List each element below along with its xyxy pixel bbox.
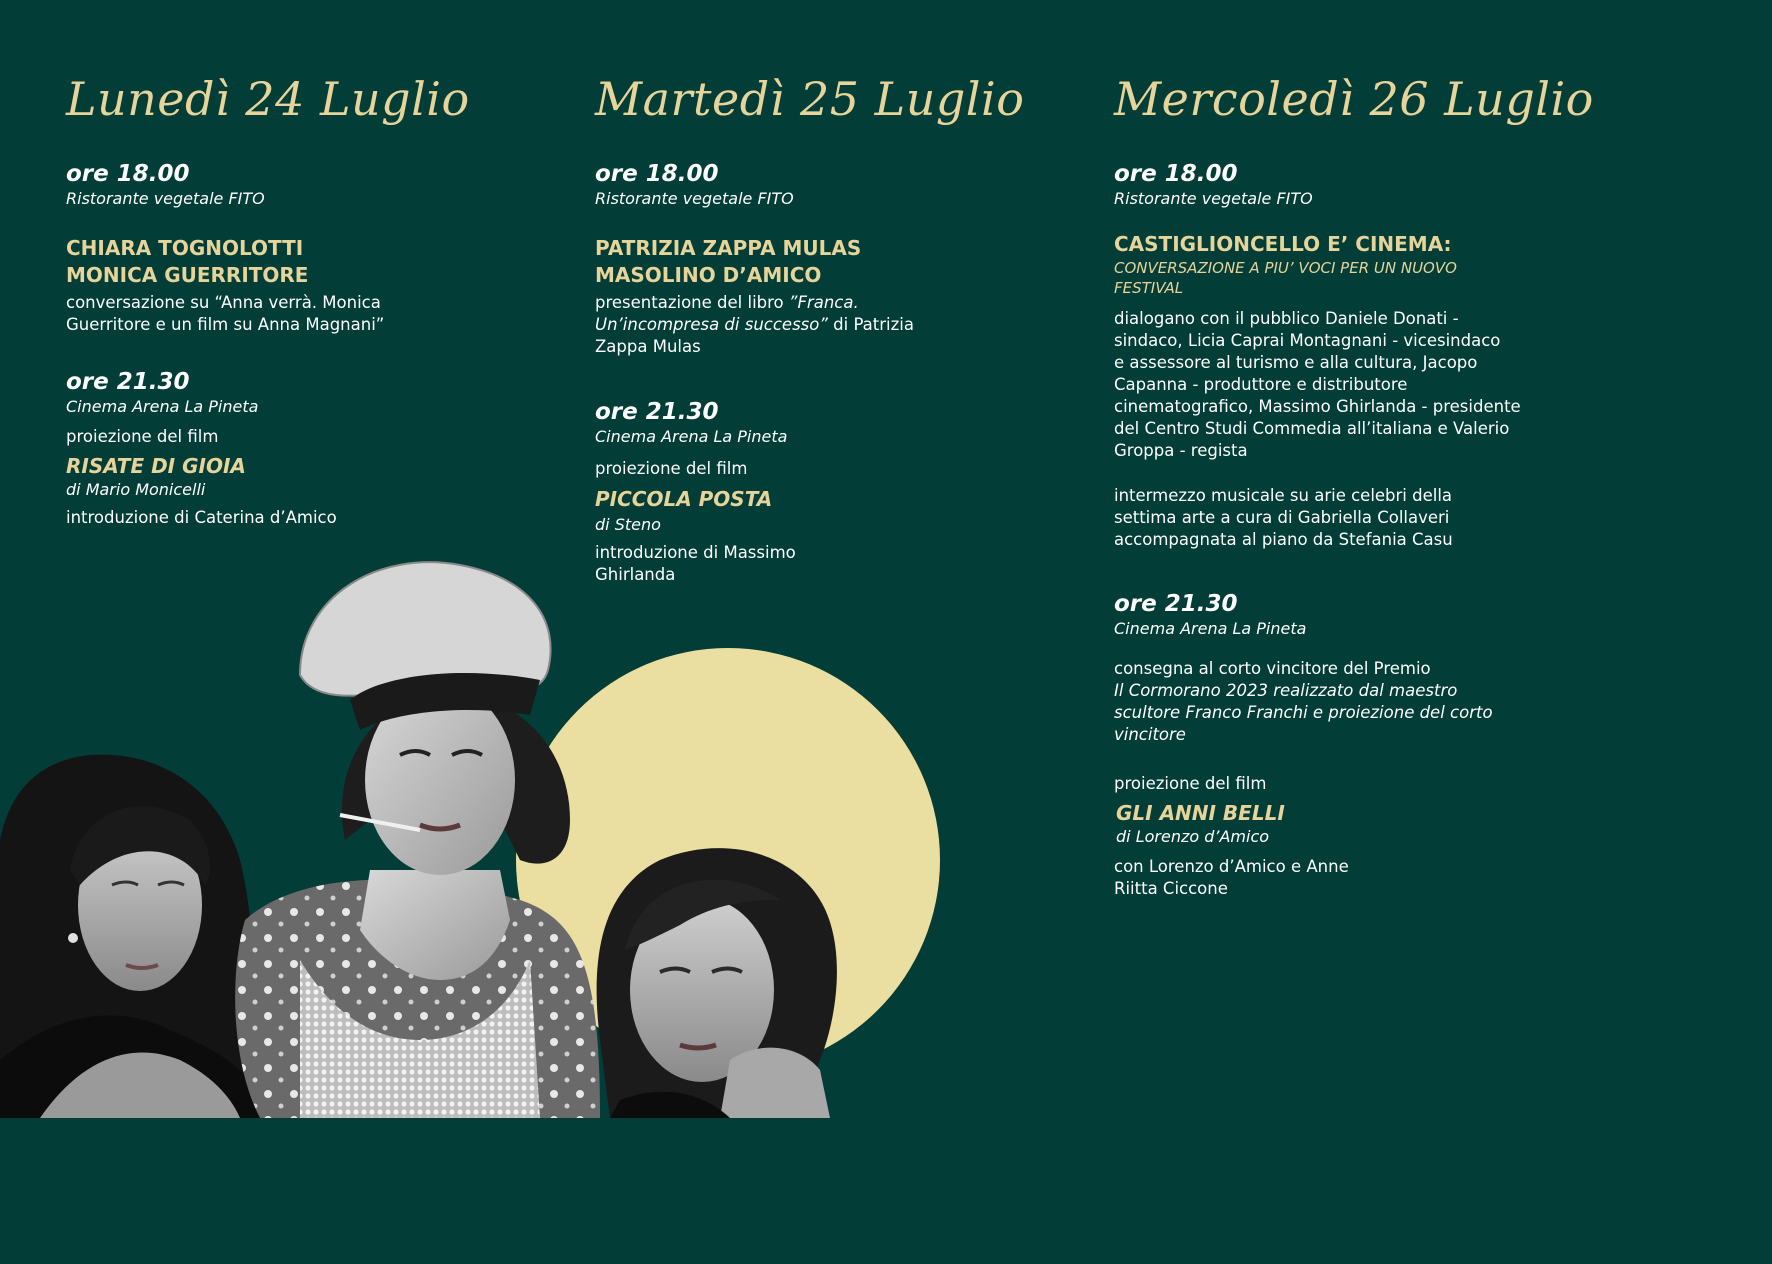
- award-description: [1114, 658, 1544, 746]
- event-afternoon: [595, 160, 1065, 210]
- event-headline: [1114, 231, 1584, 298]
- event-afternoon: [1114, 160, 1584, 210]
- description-line: [1114, 724, 1544, 746]
- film-title: PICCOLA POSTA: [595, 487, 773, 511]
- film-note: [595, 542, 1065, 586]
- guest-name: MONICA GUERRITORE: [66, 263, 309, 287]
- portrait-middle-woman: [235, 562, 600, 1118]
- event-guests: [595, 235, 1065, 289]
- introduction-note: introduzione di Massimo: [595, 543, 796, 562]
- photo-collage: [0, 540, 960, 1118]
- guest-name: CHIARA TOGNOLOTTI: [66, 236, 304, 260]
- film-note: [1114, 856, 1584, 900]
- event-venue: Ristorante vegetale FITO: [1114, 189, 1313, 208]
- event-venue: Cinema Arena La Pineta: [1114, 619, 1307, 638]
- description-line: [595, 292, 1065, 314]
- event-evening: [66, 368, 536, 418]
- description-line: settima arte a cura di Gabriella Collaveri: [1114, 508, 1450, 527]
- film-note: [66, 507, 536, 529]
- description-line: Groppa - regista: [1114, 441, 1248, 460]
- book-title: Un’incompresa di successo”: [595, 315, 828, 334]
- event-evening: [595, 398, 1065, 448]
- film-title-block: [595, 486, 1065, 536]
- description-line: consegna al corto vincitore del Premio: [1114, 659, 1431, 678]
- portrait-left-woman: [0, 755, 280, 1118]
- description-line: intermezzo musicale su arie celebri della: [1114, 486, 1453, 505]
- event-title: CASTIGLIONCELLO E’ CINEMA:: [1114, 232, 1452, 256]
- screening-intro: proiezione del film: [66, 427, 219, 446]
- film-title-block: [66, 453, 536, 501]
- book-title: ”Franca.: [788, 293, 859, 312]
- film-block: [595, 458, 1065, 480]
- film-block: [1114, 773, 1584, 795]
- film-block: [66, 426, 536, 448]
- description-text: presentazione del libro: [595, 293, 789, 312]
- guest-name: PATRIZIA ZAPPA MULAS: [595, 236, 862, 260]
- film-title: GLI ANNI BELLI: [1116, 801, 1285, 825]
- event-time: ore 21.30: [66, 369, 190, 395]
- award-text: vincitore: [1114, 725, 1186, 744]
- event-time: ore 18.00: [1114, 161, 1238, 187]
- event-time: ore 18.00: [595, 161, 719, 187]
- guests-note: con Lorenzo d’Amico e Anne: [1114, 857, 1349, 876]
- event-venue: Ristorante vegetale FITO: [595, 189, 794, 208]
- description-line: cinematografico, Massimo Ghirlanda - presidente: [1114, 397, 1521, 416]
- description-line: [595, 314, 1065, 336]
- event-description: [66, 292, 536, 336]
- event-time: ore 18.00: [66, 161, 190, 187]
- film-director: di Steno: [595, 515, 661, 534]
- introduction-note: introduzione di Caterina d’Amico: [66, 508, 337, 527]
- event-guests: [66, 235, 536, 289]
- event-subtitle: FESTIVAL: [1114, 279, 1184, 297]
- event-time: ore 21.30: [595, 399, 719, 425]
- film-title: RISATE DI GIOIA: [66, 454, 246, 478]
- introduction-note: Ghirlanda: [595, 565, 676, 584]
- description-line: conversazione su “Anna verrà. Monica: [66, 293, 381, 312]
- day-title: Mercoledì 26 Luglio: [1114, 72, 1594, 126]
- screening-intro: proiezione del film: [595, 459, 748, 478]
- film-title-block: [1114, 800, 1584, 848]
- day-title: Martedì 25 Luglio: [595, 72, 1025, 126]
- award-text: scultore Franco Franchi e proiezione del corto: [1114, 703, 1493, 722]
- guest-name: MASOLINO D’AMICO: [595, 263, 822, 287]
- award-text: Il Cormorano 2023 realizzato dal maestro: [1114, 681, 1458, 700]
- screening-intro: proiezione del film: [1114, 774, 1267, 793]
- event-venue: Cinema Arena La Pineta: [66, 397, 259, 416]
- event-afternoon: [66, 160, 536, 210]
- portrait-right-woman: [597, 848, 837, 1118]
- event-subtitle: CONVERSAZIONE A PIU’ VOCI PER UN NUOVO: [1114, 259, 1457, 277]
- event-evening: [1114, 590, 1584, 640]
- description-line: dialogano con il pubblico Daniele Donati -: [1114, 309, 1459, 328]
- description-line: e assessore al turismo e alla cultura, Jacopo: [1114, 353, 1478, 372]
- guests-note: Riitta Ciccone: [1114, 879, 1228, 898]
- description-line: sindaco, Licia Caprai Montagnani - vicesindaco: [1114, 331, 1501, 350]
- day-title: Lunedì 24 Luglio: [66, 72, 470, 126]
- description-line: Capanna - produttore e distributore: [1114, 375, 1408, 394]
- event-time: ore 21.30: [1114, 591, 1238, 617]
- event-venue: Ristorante vegetale FITO: [66, 189, 265, 208]
- description-line: [1114, 702, 1544, 724]
- description-text: di Patrizia: [827, 315, 914, 334]
- panel-description: [1114, 308, 1544, 462]
- event-venue: Cinema Arena La Pineta: [595, 427, 788, 446]
- description-line: accompagnata al piano da Stefania Casu: [1114, 530, 1453, 549]
- event-description: [595, 292, 1065, 358]
- film-director: di Mario Monicelli: [66, 480, 206, 499]
- film-director: di Lorenzo d’Amico: [1116, 827, 1270, 846]
- description-line: Guerritore e un film su Anna Magnani”: [66, 315, 385, 334]
- description-line: del Centro Studi Commedia all’italiana e Valerio: [1114, 419, 1510, 438]
- music-interlude: [1114, 485, 1544, 551]
- description-line: Zappa Mulas: [595, 337, 701, 356]
- description-line: [1114, 680, 1544, 702]
